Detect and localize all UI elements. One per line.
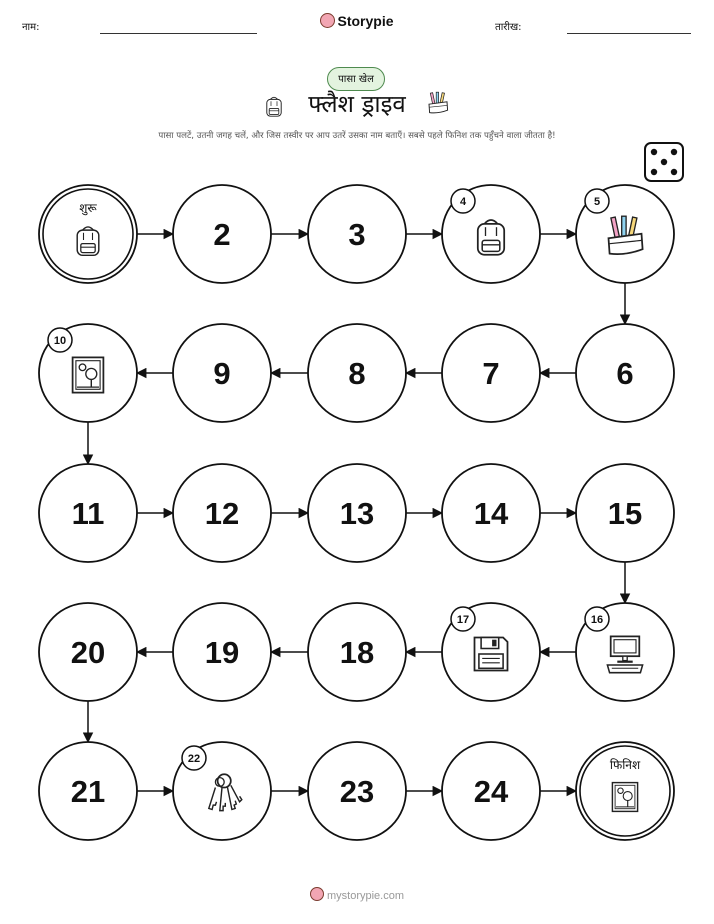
brand-name: Storypie <box>337 13 394 29</box>
board-square <box>39 742 137 840</box>
board-square <box>173 603 271 701</box>
board-square <box>576 324 674 422</box>
title-backpack-icon <box>267 97 281 116</box>
board-square <box>576 603 674 701</box>
footer <box>0 887 714 902</box>
square-number: 13 <box>339 496 375 531</box>
date-label: तारीख: <box>495 22 522 33</box>
square-number: 22 <box>187 753 201 765</box>
square-number: 7 <box>482 356 500 391</box>
square-number: 23 <box>339 774 375 809</box>
square-number: 12 <box>204 496 240 531</box>
square-number: 19 <box>204 635 240 670</box>
board-square <box>576 185 674 283</box>
instructions: पासा पलटें, उतनी जगह चलें, और जिस तस्वीर पर आप उतरें उसका नाम बताएँ। सबसे पहले फिनिश तक पहुँचने वाला जीतता है! <box>158 131 556 141</box>
picture-icon <box>612 783 637 812</box>
square-number: 16 <box>590 614 604 626</box>
board-square <box>442 464 540 562</box>
square-number: 14 <box>473 496 509 531</box>
board-square <box>442 185 540 283</box>
board-square <box>173 742 271 840</box>
computer-icon <box>607 636 642 672</box>
square-number: 11 <box>71 496 105 531</box>
board-square <box>308 324 406 422</box>
board-square <box>308 185 406 283</box>
square-number: 4 <box>459 196 467 208</box>
square-number: 15 <box>607 496 643 531</box>
title-pencil-case-icon <box>429 92 448 113</box>
board-square <box>173 464 271 562</box>
square-number: 17 <box>456 614 470 626</box>
backpack-icon <box>478 220 504 255</box>
board-square <box>308 742 406 840</box>
square-number: 6 <box>616 356 634 391</box>
board-square <box>442 603 540 701</box>
board-square <box>173 324 271 422</box>
start-label: शुरू <box>79 201 97 215</box>
board-square <box>442 324 540 422</box>
board-square <box>442 742 540 840</box>
finish-square <box>576 742 674 840</box>
backpack-icon <box>77 227 99 255</box>
name-label: नाम: <box>22 22 40 33</box>
finish-label: फिनिश <box>609 758 641 772</box>
square-number: 3 <box>348 217 366 252</box>
square-number: 5 <box>593 196 601 208</box>
square-number: 18 <box>339 635 375 670</box>
square-number: 8 <box>348 356 366 391</box>
board-square <box>39 324 137 422</box>
square-number: 21 <box>70 774 106 809</box>
dice-icon <box>645 143 683 181</box>
footer-url: mystorypie.com <box>326 890 405 902</box>
board-square <box>39 464 137 562</box>
square-number: 10 <box>53 335 67 347</box>
game-type-badge: पासा खेल <box>327 67 385 91</box>
board-square <box>39 603 137 701</box>
floppy-disk-icon <box>475 638 508 671</box>
square-number: 2 <box>213 217 231 252</box>
board-square <box>308 464 406 562</box>
board-square <box>576 464 674 562</box>
page-title: फ्लैश ड्राइव <box>308 90 406 118</box>
start-square <box>39 185 137 283</box>
picture-icon <box>73 357 104 392</box>
board-square <box>308 603 406 701</box>
square-number: 9 <box>213 356 231 391</box>
board-square <box>173 185 271 283</box>
footer-logo-icon <box>310 887 324 901</box>
square-number: 24 <box>473 774 509 809</box>
square-number: 20 <box>70 635 106 670</box>
